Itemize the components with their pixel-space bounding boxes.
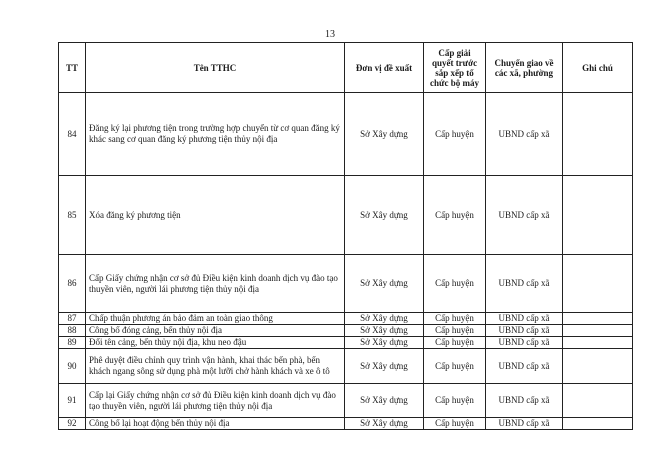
cell-transfer: UBND cấp xã <box>486 93 563 176</box>
table-row <box>59 337 633 349</box>
cell-level: Cấp huyện <box>424 325 486 337</box>
table-row <box>59 93 633 176</box>
cell-transfer: UBND cấp xã <box>486 255 563 313</box>
cell-name: Phê duyệt điều chỉnh quy trình vận hành, khai thác bến phà, bến khách ngang sông sử dụng phà một lưỡi chở hành khách và xe ô tô <box>86 349 345 384</box>
cell-name: Công bố đóng cảng, bến thủy nội địa <box>86 325 345 337</box>
cell-tt: 89 <box>59 337 86 349</box>
cell-unit: Sở Xây dựng <box>345 325 424 337</box>
cell-level: Cấp huyện <box>424 313 486 325</box>
cell-note <box>563 325 633 337</box>
cell-transfer: UBND cấp xã <box>486 337 563 349</box>
cell-transfer: UBND cấp xã <box>486 418 563 430</box>
cell-tt: 91 <box>59 384 86 418</box>
cell-transfer: UBND cấp xã <box>486 313 563 325</box>
cell-tt: 87 <box>59 313 86 325</box>
cell-unit: Sở Xây dựng <box>345 349 424 384</box>
cell-note <box>563 93 633 176</box>
header-transfer: Chuyển giao về các xã, phường <box>486 43 563 93</box>
procedure-table <box>58 42 633 430</box>
cell-tt: 84 <box>59 93 86 176</box>
header-row <box>59 43 633 93</box>
cell-level: Cấp huyện <box>424 176 486 255</box>
cell-unit: Sở Xây dựng <box>345 384 424 418</box>
table-row <box>59 176 633 255</box>
cell-note <box>563 384 633 418</box>
cell-name: Đăng ký lại phương tiện trong trường hợp chuyển từ cơ quan đăng ký khác sang cơ quan đăng ký phương tiện thủy nội địa <box>86 93 345 176</box>
cell-unit: Sở Xây dựng <box>345 313 424 325</box>
cell-tt: 85 <box>59 176 86 255</box>
cell-transfer: UBND cấp xã <box>486 349 563 384</box>
cell-unit: Sở Xây dựng <box>345 176 424 255</box>
cell-tt: 86 <box>59 255 86 313</box>
cell-level: Cấp huyện <box>424 93 486 176</box>
header-unit: Đơn vị đề xuất <box>345 43 424 93</box>
cell-unit: Sở Xây dựng <box>345 337 424 349</box>
cell-transfer: UBND cấp xã <box>486 176 563 255</box>
cell-tt: 90 <box>59 349 86 384</box>
table-row <box>59 255 633 313</box>
cell-unit: Sở Xây dựng <box>345 93 424 176</box>
table-row <box>59 313 633 325</box>
cell-note <box>563 255 633 313</box>
header-name: Tên TTHC <box>86 43 345 93</box>
header-tt: TT <box>59 43 86 93</box>
cell-transfer: UBND cấp xã <box>486 325 563 337</box>
header-level: Cấp giải quyết trước sắp xếp tổ chức bộ máy <box>424 43 486 93</box>
cell-level: Cấp huyện <box>424 337 486 349</box>
cell-note <box>563 418 633 430</box>
cell-note <box>563 337 633 349</box>
cell-level: Cấp huyện <box>424 384 486 418</box>
cell-unit: Sở Xây dựng <box>345 255 424 313</box>
table-row <box>59 349 633 384</box>
cell-name: Công bố lại hoạt động bến thủy nội địa <box>86 418 345 430</box>
cell-note <box>563 349 633 384</box>
header-note: Ghi chú <box>563 43 633 93</box>
table-row <box>59 418 633 430</box>
cell-level: Cấp huyện <box>424 418 486 430</box>
table-row <box>59 384 633 418</box>
cell-unit: Sở Xây dựng <box>345 418 424 430</box>
cell-tt: 92 <box>59 418 86 430</box>
page-number: 13 <box>325 29 335 40</box>
cell-tt: 88 <box>59 325 86 337</box>
cell-name: Chấp thuận phương án bảo đảm an toàn giao thông <box>86 313 345 325</box>
table-row <box>59 325 633 337</box>
cell-name: Xóa đăng ký phương tiện <box>86 176 345 255</box>
cell-name: Cấp Giấy chứng nhận cơ sở đủ Điều kiện kinh doanh dịch vụ đào tạo thuyền viên, người lái phương tiện thủy nội địa <box>86 255 345 313</box>
cell-name: Cấp lại Giấy chứng nhận cơ sở đủ Điều kiện kinh doanh dịch vụ đào tạo thuyền viên, người lái phương tiện thủy nội địa <box>86 384 345 418</box>
cell-note <box>563 313 633 325</box>
cell-level: Cấp huyện <box>424 255 486 313</box>
cell-transfer: UBND cấp xã <box>486 384 563 418</box>
cell-name: Đổi tên cảng, bến thủy nội địa, khu neo đậu <box>86 337 345 349</box>
cell-level: Cấp huyện <box>424 349 486 384</box>
cell-note <box>563 176 633 255</box>
